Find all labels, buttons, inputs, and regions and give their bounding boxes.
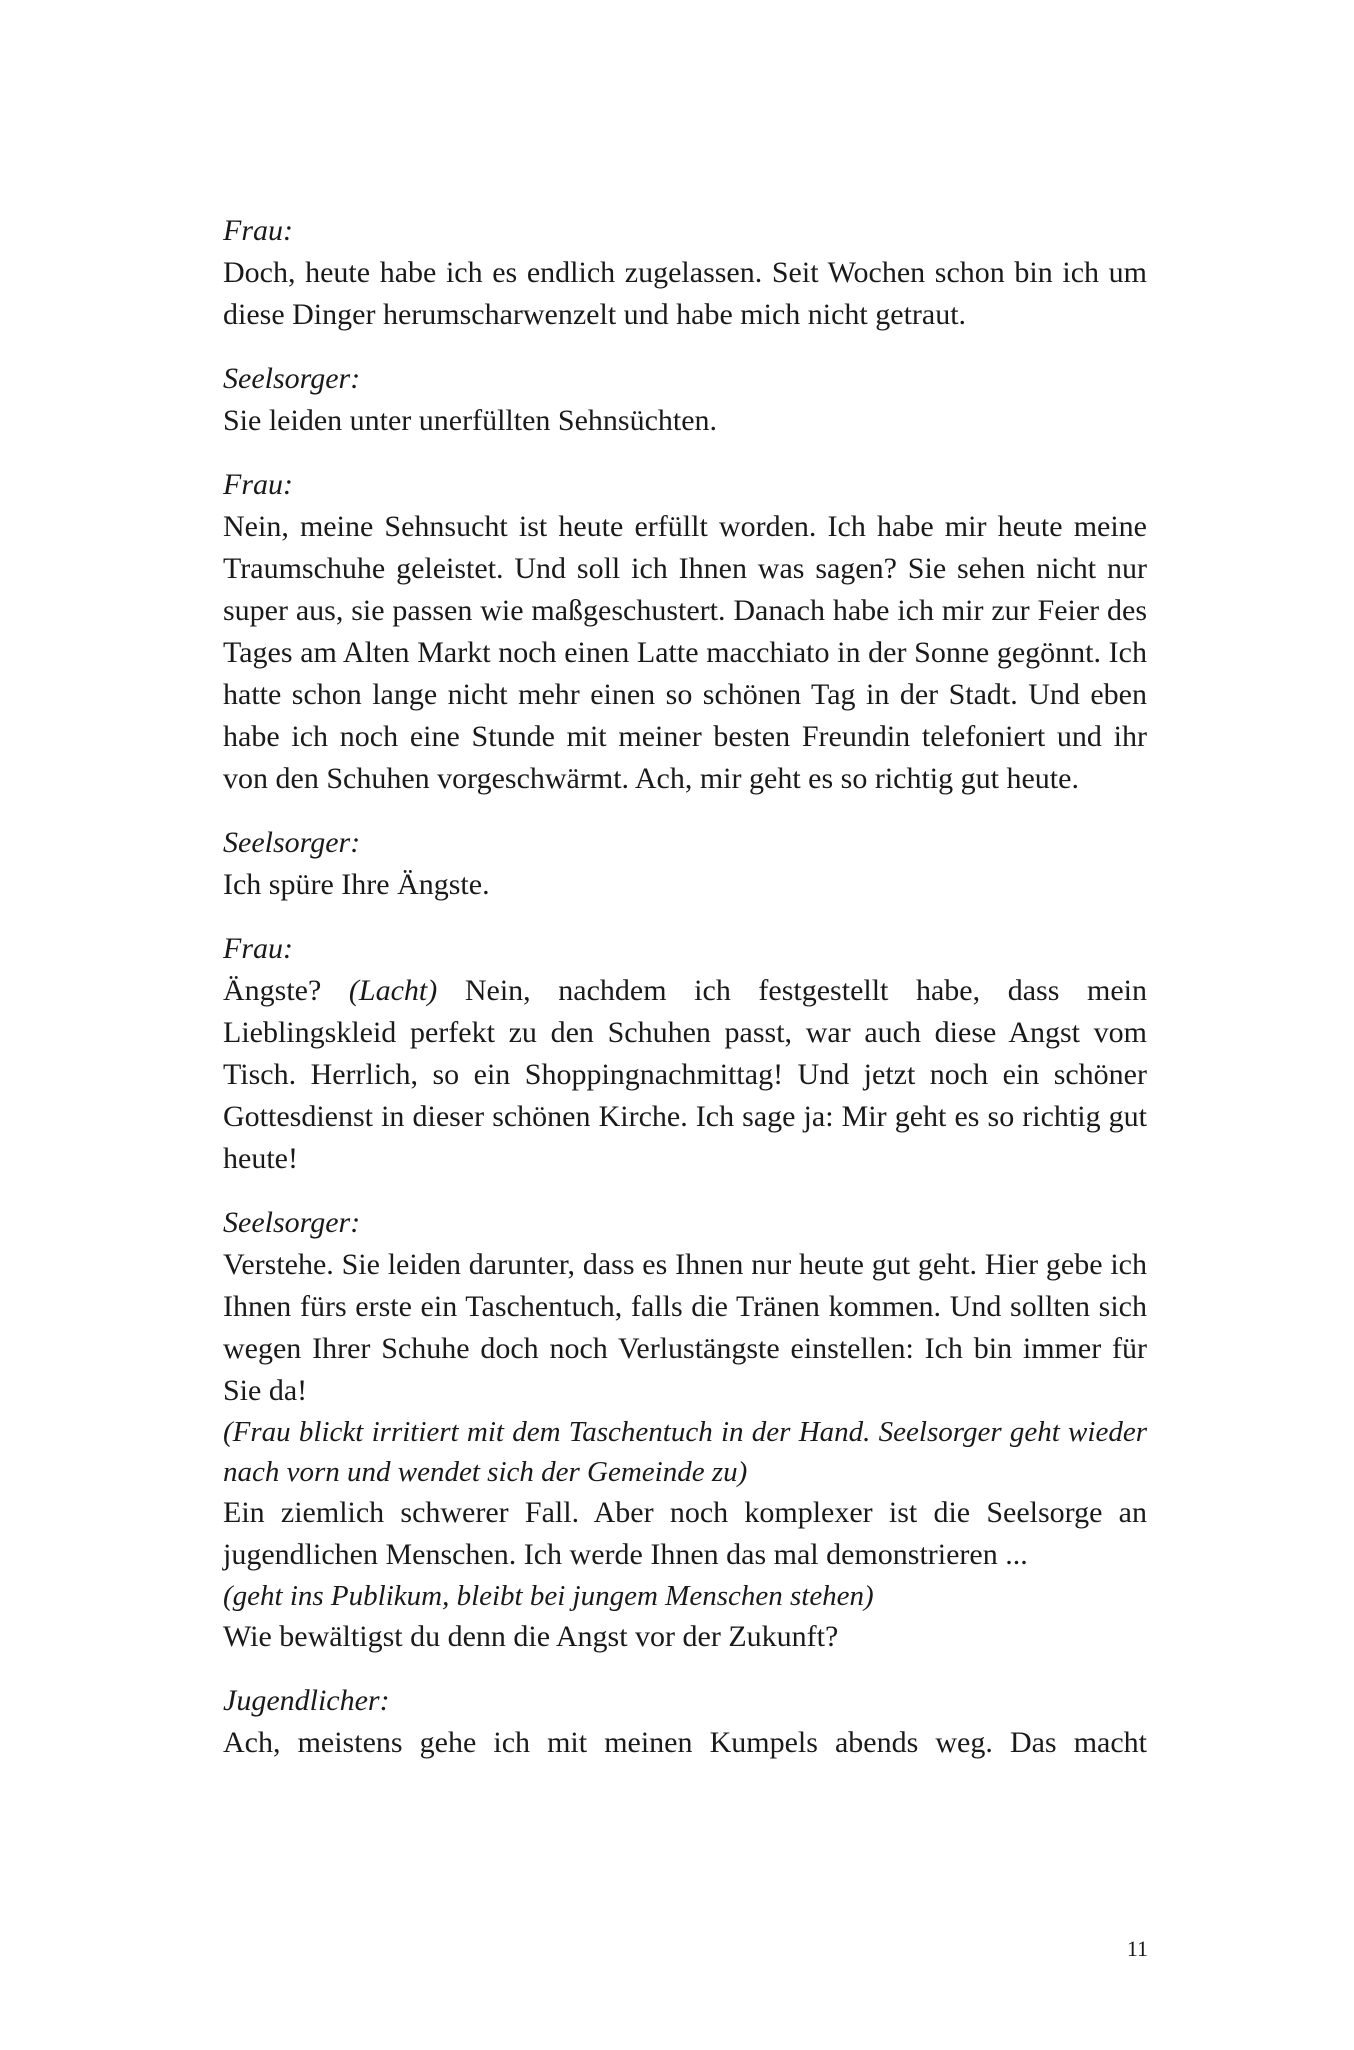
stage-direction: (Frau blickt irritiert mit dem Taschentuch in der Hand. Seelsorger geht wieder nach vorn und wendet sich der Gemeinde zu) [223,1416,1147,1488]
page-number: 11 [1126,1936,1148,1961]
dialogue-text-after: Nein, nachdem ich festgestellt habe, dass mein Lieblingskleid perfekt zu den Schuhen passt, war auch diese Angst vom Tisch. Herrlich, so ein Shoppingnachmittag! Und jetzt noch ein schöner Gottesdienst in dieser schönen Kirche. Ich sage ja: Mir geht es so richtig gut heute! [223,974,1147,1175]
speaker-label: Frau: [223,468,293,501]
inline-stage-direction: (Lacht) [348,974,438,1007]
speaker-label: Seelsorger: [223,362,361,395]
dialogue-text: Ach, meistens gehe ich mit meinen Kumpels abends weg. Das macht [223,1726,1147,1759]
dialogue-text: Nein, meine Sehnsucht ist heute erfüllt worden. Ich habe mir heute meine Traumschuhe geleistet. Und soll ich Ihnen was sagen? Sie sehen nicht nur super aus, sie passen wie maßgeschustert. Danach habe ich mir zur Feier des Tages am Alten Markt noch einen Latte macchiato in der Sonne gegönnt. Ich hatte schon lange nicht mehr einen so schönen Tag in der Stadt. Und eben habe ich noch eine Stunde mit meiner besten Freundin telefoniert und ihr von den Schuhen vorgeschwärmt. Ach, mir geht es so richtig gut heute. [223,510,1147,795]
dialogue-block [223,358,1147,442]
page-body [223,210,1147,1786]
dialogue-text: Doch, heute habe ich es endlich zugelassen. Seit Wochen schon bin ich um diese Dinger herumscharwenzelt und habe mich nicht getraut. [223,256,1147,331]
dialogue-block [223,464,1147,800]
dialogue-block [223,928,1147,1180]
speaker-label: Frau: [223,214,293,247]
dialogue-text [223,970,1147,1180]
dialogue-text: Verstehe. Sie leiden darunter, dass es Ihnen nur heute gut geht. Hier gebe ich Ihnen fürs erste ein Taschentuch, falls die Tränen kommen. Und sollten sich wegen Ihrer Schuhe doch noch Verlustängste einstellen: Ich bin immer für Sie da! [223,1248,1147,1407]
speaker-label: Jugendlicher: [223,1684,390,1717]
dialogue-text: Ein ziemlich schwerer Fall. Aber noch komplexer ist die Seelsorge an jugendlichen Menschen. Ich werde Ihnen das mal demonstrieren ... [223,1496,1147,1571]
dialogue-text-before: Ängste? [223,974,349,1007]
speaker-label: Seelsorger: [223,826,361,859]
dialogue-block [223,1202,1147,1658]
dialogue-text: Ich spüre Ihre Ängste. [223,868,490,901]
dialogue-text: Sie leiden unter unerfüllten Sehnsüchten. [223,404,718,437]
dialogue-block [223,210,1147,336]
dialogue-block [223,822,1147,906]
speaker-label: Seelsorger: [223,1206,361,1239]
stage-direction: (geht ins Publikum, bleibt bei jungem Menschen stehen) [223,1580,874,1612]
dialogue-text: Wie bewältigst du denn die Angst vor der Zukunft? [223,1620,839,1653]
dialogue-block [223,1680,1147,1764]
speaker-label: Frau: [223,932,293,965]
